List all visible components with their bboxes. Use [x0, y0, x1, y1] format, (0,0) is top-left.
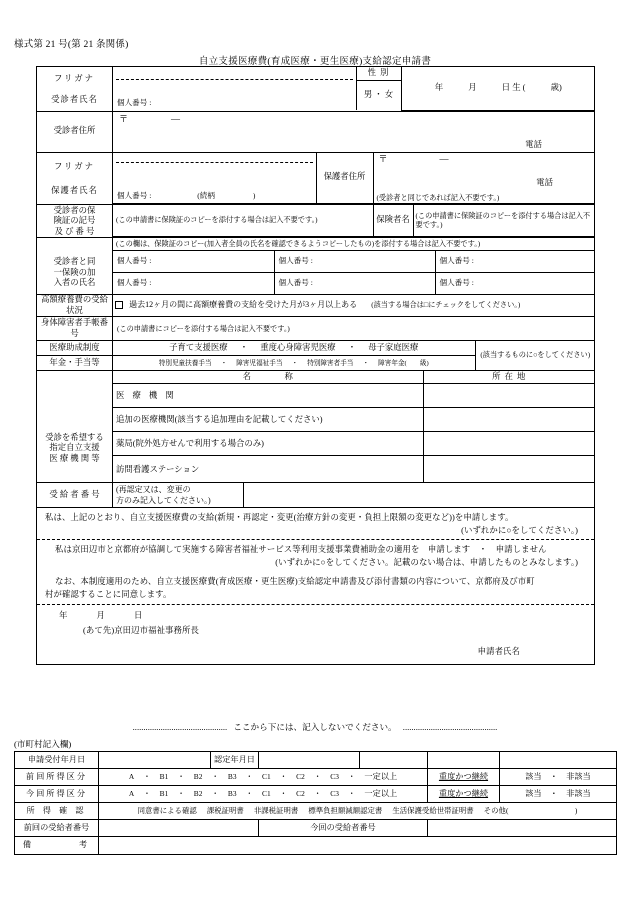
applicant-name-fields [113, 67, 595, 112]
guardian-personal-number-label: 個人番号 : [117, 191, 152, 201]
high-cost-field[interactable] [113, 295, 595, 317]
insurance-card-input[interactable] [113, 205, 373, 237]
same-insurance-member-5[interactable] [274, 273, 435, 295]
curr-recipient-number-label: 今回の受給者番号 [259, 820, 428, 837]
guardian-address-input[interactable] [373, 153, 595, 204]
curr-severe-label-text: 重度かつ継続 [438, 788, 489, 798]
curr-bracket-above[interactable]: 一定以上 [364, 788, 398, 798]
row-disability-card [37, 317, 595, 341]
prev-applicable-options[interactable]: 該当 ・ 非該当 [500, 769, 617, 786]
row-statement [37, 508, 595, 665]
receipt-date-input[interactable] [99, 752, 211, 769]
high-cost-checkbox[interactable] [115, 301, 123, 309]
gender-label: 性 別 [356, 67, 401, 81]
statement-para-3-wrap [37, 571, 594, 604]
recipient-number-label: 受 給 者 番 号 [37, 483, 113, 508]
row-applicant-name [37, 67, 595, 112]
member-3-personal-number-label: 個人番号 : [439, 256, 474, 266]
insurer-name-input[interactable] [413, 205, 595, 237]
page-title: 自立支援医療費(育成医療・更生医療)支給認定申請書 [198, 57, 432, 67]
municipal-section-title: (市町村記入欄) [14, 739, 72, 749]
guardian-fields [113, 152, 595, 204]
insurer-name-label: 保険者名 [373, 205, 413, 237]
income-check-option-standard-reduction[interactable]: 標準負担額減額認定書 [308, 805, 383, 815]
income-check-option-consent[interactable]: 同意書による確認 [137, 805, 197, 815]
muni-row-income-check [15, 803, 617, 820]
prev-bracket-c1[interactable]: C1 [262, 771, 271, 781]
institution-row-pharmacy-address[interactable] [423, 432, 595, 456]
form-number: 様式第 21 号(第 21 条関係) [14, 40, 129, 50]
divider-dots-left: ............................................ [132, 722, 228, 732]
applicant-name-label: 受診者氏名 [51, 95, 98, 105]
recipient-number-fields [113, 483, 595, 508]
high-cost-checkbox-text: 過去12ヶ月の間に高額療養費の支給を受けた月が3ヶ月以上ある [129, 300, 358, 310]
income-check-option-nontax[interactable]: 非課税証明書 [253, 805, 299, 815]
institution-label-line-2: 指定自立支援 [49, 443, 100, 453]
row-same-insurance [37, 238, 595, 295]
applicant-personal-number-label: 個人番号 : [117, 97, 152, 107]
income-check-option-other[interactable]: その他( ) [483, 805, 578, 815]
muni-dates-blank-2 [428, 752, 500, 769]
prev-bracket-b3[interactable]: B3 [227, 771, 237, 781]
insurance-note-right: (この申請書に保険証のコピーを添付する場合は記入不要です。) [415, 211, 591, 229]
municipal-table [14, 751, 616, 855]
disability-card-label: 身体障害者手帳番号 [37, 317, 113, 341]
high-cost-note: (該当する場合は□にチェックをしてください。) [371, 301, 521, 310]
muni-dates-blank-3 [500, 752, 617, 769]
applicant-name-input[interactable] [113, 67, 356, 110]
insurance-label-line-2: 険証の記号 [53, 216, 96, 225]
institution-label-cell [37, 371, 113, 483]
curr-bracket-c1[interactable]: C1 [262, 788, 271, 798]
prev-income-label: 前回所得区分 [15, 769, 99, 786]
high-cost-label: 高額療養費の受給状況 [37, 295, 113, 317]
institution-row-additional[interactable] [113, 408, 423, 432]
guardian-address-note: (受診者と同じであれば記入不要です。) [376, 193, 500, 202]
receipt-date-label: 申請受付年月日 [15, 752, 99, 769]
birth-date-field[interactable] [401, 67, 595, 110]
row-subsidy [37, 341, 595, 371]
disability-card-note: (この申請書にコピーを添付する場合は記入不要です。) [117, 324, 290, 333]
subsidy-note-cell [475, 341, 595, 370]
furigana-label: フリガナ [53, 73, 96, 83]
subsidy-labels [37, 341, 113, 371]
subsidy-option-judo[interactable]: 重度心身障害児医療 [260, 342, 336, 352]
row-insurance-card [37, 204, 595, 238]
applicant-address-input[interactable] [113, 111, 595, 152]
curr-recipient-number-input[interactable] [428, 820, 617, 837]
postal-dash: — [171, 113, 180, 124]
institution-row-medical-address[interactable] [423, 384, 595, 408]
guardian-name-label-cell [37, 152, 113, 204]
institution-row-visiting-nurse-label: 訪問看護ステーション [116, 464, 200, 474]
same-insurance-label-line-1: 受診者と同 [53, 257, 96, 267]
prev-bracket-b2[interactable]: B2 [193, 771, 203, 781]
allowance-option-tokubetsu-shogaisha[interactable]: 特別障害者手当 [307, 359, 354, 367]
insurance-label-line-3: 及 び 番 号 [54, 226, 95, 236]
muni-row-dates [15, 752, 617, 769]
same-insurance-label-line-2: 一保険の加 [53, 267, 96, 277]
statement-signature-label[interactable]: 申請者氏名 [477, 647, 520, 657]
same-insurance-label-cell [37, 238, 113, 295]
guardian-name-label: 保護者氏名 [51, 186, 98, 195]
statement-block [37, 508, 595, 665]
guardian-phone-label: 電話 [536, 177, 553, 187]
guardian-address-label: 保護者住所 [316, 153, 373, 204]
allowance-option-shogai-nenkin[interactable]: 障害年金( 級) [378, 359, 429, 367]
muni-row-remarks [15, 837, 617, 855]
postal-mark-icon: 〒 [119, 113, 129, 124]
applicant-address-label: 受診者住所 [53, 126, 96, 136]
divider [10, 721, 620, 733]
income-check-label: 所 得 確 認 [15, 803, 99, 820]
institution-row-visiting-nurse-address[interactable] [423, 456, 595, 483]
insurance-note-left: (この申請書に保険証のコピーを添付する場合は記入不要です。) [116, 216, 318, 225]
subsidy-row1-label: 医療助成制度 [37, 341, 112, 356]
statement-para-1-wrap [37, 508, 594, 539]
statement-para-3-line-2: 村が確認することに同意します。 [45, 590, 172, 600]
curr-bracket-b1[interactable]: B1 [159, 788, 169, 798]
muni-row-prev-income [15, 769, 617, 786]
statement-para-1-note: (いずれかに○をしてください。) [461, 526, 578, 536]
curr-bracket-c3[interactable]: C3 [330, 788, 339, 798]
prev-recipient-number-label: 前回の受給者番号 [15, 820, 99, 837]
institution-row-additional-label: 追加の医療機関(該当する追加理由を記載してください) [116, 415, 323, 425]
disability-card-field[interactable] [113, 317, 595, 341]
remarks-input[interactable] [99, 837, 617, 855]
institution-row-visiting-nurse[interactable] [113, 456, 423, 483]
institution-address-header: 所 在 地 [423, 371, 595, 384]
muni-row-recipient-numbers [15, 820, 617, 837]
recipient-number-note-line-1: (再認定又は、変更の [116, 484, 191, 494]
divider-text: ここから下には、記入しないでください。 [233, 722, 397, 732]
applicant-name-label-cell [37, 67, 113, 112]
subsidy-row2-label: 年金・手当等 [37, 356, 112, 371]
statement-para-3-line-1: なお、本制度適用のため、自立支援医療費(育成医療・更生医療)支給認定申請書及び添付書類の内容について、京都府及び市町 [55, 577, 535, 587]
guardian-furigana-label: フリガナ [53, 161, 96, 171]
curr-applicable-options[interactable]: 該当 ・ 非該当 [500, 786, 617, 803]
subsidy-option-kosodate[interactable]: 子育て支援医療 [169, 342, 228, 352]
insurance-label-cell [37, 204, 113, 238]
approval-date-label: 認定年月日 [211, 752, 259, 769]
subsidy-option-boshi[interactable]: 母子家庭医療 [368, 342, 419, 352]
applicant-address-label-cell [37, 111, 113, 152]
institution-name-header: 名 称 [113, 371, 423, 384]
curr-bracket-c2[interactable]: C2 [296, 788, 305, 798]
row-guardian [37, 152, 595, 204]
statement-date-line[interactable]: 年 月 日 [59, 611, 144, 621]
institution-row-pharmacy-label: 薬局(院外処方せんで利用する場合のみ) [116, 439, 264, 449]
divider-dots-right: ............................................ [402, 722, 498, 732]
applicant-phone-label: 電話 [525, 140, 542, 149]
curr-income-label: 今回所得区分 [15, 786, 99, 803]
row-recipient-number [37, 483, 595, 508]
income-check-options[interactable] [99, 803, 617, 820]
member-5-personal-number-label: 個人番号 : [278, 278, 313, 288]
institution-row-medical[interactable] [113, 384, 423, 408]
statement-footer [37, 605, 594, 664]
same-insurance-member-1[interactable] [113, 251, 274, 273]
recipient-number-note-line-2: 方のみ記入してください。) [116, 495, 211, 505]
curr-income-brackets[interactable]: A ・ B1 ・ B2 ・ B3 ・ C1 ・ C2 ・ C3 ・ 一定以上 [99, 786, 428, 803]
subsidy-fields [113, 341, 595, 371]
guardian-postal-dash: — [439, 153, 449, 164]
birth-date-label: 年 月 日 生 ( 歳) [434, 83, 562, 92]
muni-dates-blank-1 [360, 752, 428, 769]
prev-bracket-a[interactable]: A [128, 771, 135, 781]
muni-row-curr-income [15, 786, 617, 803]
same-insurance-label-line-3: 入者の氏名 [53, 278, 96, 288]
prev-severe-label[interactable] [428, 769, 500, 786]
guardian-postal-mark-icon: 〒 [378, 153, 388, 164]
row-institutions [37, 371, 595, 483]
same-insurance-note-cell [113, 238, 595, 251]
curr-bracket-b3[interactable]: B3 [227, 788, 237, 798]
guardian-relation-label: (続柄 ) [197, 191, 256, 201]
institution-row-medical-label: 医 療 機 関 [116, 391, 177, 401]
insurance-label-line-1: 受診者の保 [53, 205, 96, 215]
prev-bracket-above[interactable]: 一定以上 [364, 771, 398, 781]
statement-para-2[interactable]: 私は京田辺市と京都府が協調して実施する障害者福祉サービス等利用支援事業費補助金の適用を 申請します ・ 申請しません [55, 545, 547, 555]
member-2-personal-number-label: 個人番号 : [278, 256, 313, 266]
prev-bracket-c3[interactable]: C3 [330, 771, 339, 781]
row-applicant-address [37, 111, 595, 152]
gender-values: 男 ・ 女 [363, 90, 394, 100]
allowance-option-shogaiji[interactable]: 障害児福祉手当 [236, 359, 283, 367]
same-insurance-member-2[interactable] [274, 251, 435, 273]
prev-recipient-number-input[interactable] [99, 820, 259, 837]
prev-bracket-b1[interactable]: B1 [159, 771, 169, 781]
same-insurance-member-3[interactable] [435, 251, 595, 273]
gender-options[interactable] [356, 81, 401, 111]
member-1-personal-number-label: 個人番号 : [117, 256, 152, 266]
statement-para-2-note: (いずれかに○をしてください。記載のない場合は、申請したものとみなします。) [275, 558, 578, 568]
subsidy-row1-options[interactable]: 子育て支援医療 ・ 重度心身障害児医療 ・ 母子家庭医療 [113, 341, 475, 356]
institution-row-pharmacy[interactable] [113, 432, 423, 456]
income-check-option-welfare[interactable]: 生活保護受給世帯証明書 [392, 805, 474, 815]
statement-para-2-wrap [37, 540, 594, 571]
statement-addressee: (あて先)京田辺市福祉事務所長 [83, 626, 199, 636]
institution-fields [113, 371, 595, 483]
same-insurance-note: (この欄は、保険証のコピー(加入者全員の氏名を確認できるようコピーしたもの)を添付する場合は記入不要です。) [116, 239, 481, 248]
curr-severe-label[interactable] [428, 786, 500, 803]
row-high-cost [37, 295, 595, 317]
curr-bracket-a[interactable]: A [128, 788, 135, 798]
prev-income-brackets[interactable]: A ・ B1 ・ B2 ・ B3 ・ C1 ・ C2 ・ C3 ・ 一定以上 [99, 769, 428, 786]
approval-date-input[interactable] [259, 752, 360, 769]
prev-severe-label-text: 重度かつ継続 [438, 771, 489, 781]
curr-bracket-b2[interactable]: B2 [193, 788, 203, 798]
income-check-option-tax[interactable]: 課税証明書 [206, 805, 244, 815]
remarks-label: 備 考 [15, 837, 99, 855]
insurance-fields [113, 204, 595, 238]
same-insurance-fields [113, 238, 595, 295]
recipient-number-note-cell [113, 483, 243, 507]
same-insurance-member-4[interactable] [113, 273, 274, 295]
subsidy-row2-options[interactable]: 特別児童扶養手当 ・ 障害児福祉手当 ・ 特別障害者手当 ・ 障害年金( 級) [113, 356, 475, 371]
member-4-personal-number-label: 個人番号 : [117, 278, 152, 288]
prev-bracket-c2[interactable]: C2 [296, 771, 305, 781]
guardian-name-input[interactable] [113, 153, 316, 204]
recipient-number-input[interactable] [243, 483, 595, 507]
institution-label-line-1: 受診を希望する [45, 432, 104, 442]
institution-row-additional-address[interactable] [423, 408, 595, 432]
institution-label-line-3: 医 療 機 関 等 [49, 453, 100, 463]
allowance-option-tokubetsu-jido[interactable]: 特別児童扶養手当 [158, 359, 212, 367]
statement-para-1: 私は、上記のとおり、自立支援医療費の支給(新規・再認定・変更(治療方針の変更・負担上限額の変更など))を申請します。 [45, 513, 514, 522]
main-form-table [36, 66, 594, 665]
same-insurance-member-6[interactable] [435, 273, 595, 295]
member-6-personal-number-label: 個人番号 : [439, 278, 474, 288]
subsidy-note: (該当するものに○をしてください) [480, 351, 591, 360]
